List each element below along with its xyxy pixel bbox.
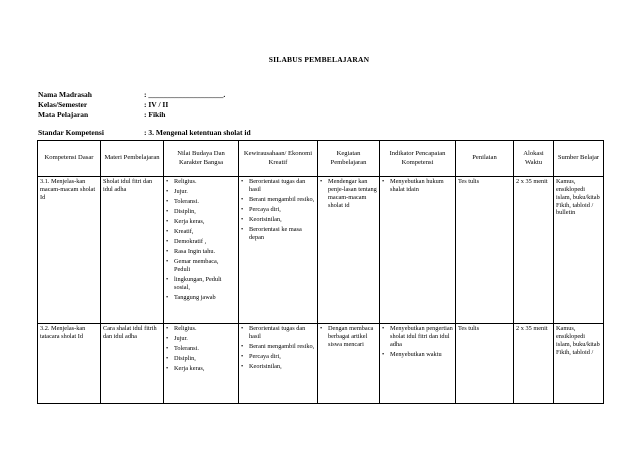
list-item: • Kerja keras, bbox=[166, 218, 236, 226]
list-item: • Kerja keras, bbox=[166, 365, 236, 373]
cell-alokasi: 2 x 35 menit bbox=[514, 177, 554, 324]
list-item: • Toleransi. bbox=[166, 345, 236, 353]
header-nilai-budaya: Nilai Budaya Dan Karakter Bangsa bbox=[164, 141, 239, 177]
list-item: • Religius. bbox=[166, 325, 236, 333]
header-materi: Materi Pembelajaran bbox=[101, 141, 164, 177]
info-value: : IV / II bbox=[144, 100, 169, 109]
list-item: • Keorisinilan, bbox=[241, 216, 315, 224]
info-label: Nama Madrasah bbox=[38, 90, 92, 99]
list-item: • Jujur. bbox=[166, 188, 236, 196]
cell-alokasi: 2 x 35 menit bbox=[514, 324, 554, 404]
cell-nilai bbox=[164, 324, 239, 404]
list-item: • Rasa Ingin tahu. bbox=[166, 248, 236, 256]
header-row bbox=[38, 141, 604, 177]
list-item: • Berorientasi ke masa depan bbox=[241, 226, 315, 242]
list-item: • Berorientasi tugas dan hasil bbox=[241, 178, 315, 194]
cell-materi: Sholat idul fitri dan idul adha bbox=[101, 177, 164, 324]
header-kewirausahaan: Kewirausahaan/ Ekonomi Kreatif bbox=[239, 141, 318, 177]
list-item: • Berani mengambil resiko, bbox=[241, 196, 315, 204]
list-item: • Demokratif , bbox=[166, 238, 236, 246]
cell-kegiatan bbox=[318, 324, 380, 404]
list-item: • Percaya diri, bbox=[241, 353, 315, 361]
cell-materi: Cara shalat idul fitrih dan idul adha bbox=[101, 324, 164, 404]
list-item: • Religius. bbox=[166, 178, 236, 186]
list-item: • lingkungan, Peduli sosial, bbox=[166, 276, 236, 292]
list-item: • Dengan membaca berbagai artikel siswa mencari bbox=[320, 325, 377, 349]
info-label: Kelas/Semester bbox=[38, 100, 88, 109]
table-row bbox=[38, 177, 604, 324]
header-kompetensi-dasar: Kompetensi Dasar bbox=[38, 141, 101, 177]
cell-sumber: Kamus, ensiklopedi islam, buku/kitab Fikih, tabloid / bulletin bbox=[554, 177, 604, 324]
table-row bbox=[38, 324, 604, 404]
cell-kompetensi-dasar: 3.1. Menjelas-kan macam-macam sholat Id bbox=[38, 177, 101, 324]
info-value: : ____________________. bbox=[144, 90, 226, 99]
list-item: • Toleransi. bbox=[166, 198, 236, 206]
header-sumber: Sumber Belajar bbox=[554, 141, 604, 177]
list-item: • Tanggung jawab bbox=[166, 294, 236, 302]
info-value: : Fikih bbox=[144, 110, 166, 119]
info-label: Standar Kompetensi bbox=[38, 128, 104, 137]
list-item: • Menyebutkan pengertian sholat idul fitri dan idul adha bbox=[382, 325, 453, 349]
list-item: • Berorientasi tugas dan hasil bbox=[241, 325, 315, 341]
header-indikator: Indikator Pencapaian Kompetensi bbox=[380, 141, 456, 177]
cell-kompetensi-dasar: 3.2. Menjelas-kan tatacara sholat Id bbox=[38, 324, 101, 404]
cell-penilaian: Tes tulis bbox=[456, 324, 514, 404]
cell-indikator bbox=[380, 177, 456, 324]
header-penilaian: Penilaian bbox=[456, 141, 514, 177]
list-item: • Gemar membaca, Peduli bbox=[166, 258, 236, 274]
cell-ekonomi-kreatif bbox=[239, 324, 318, 404]
cell-indikator bbox=[380, 324, 456, 404]
list-item: • Disiplin, bbox=[166, 355, 236, 363]
header-alokasi: Alokasi Waktu bbox=[514, 141, 554, 177]
list-item: • Menyebutkan hukum shalat idain bbox=[382, 178, 453, 194]
list-item: • Jujur. bbox=[166, 335, 236, 343]
list-item: • Mendengar kan penje-lasan tentang macam-macam sholat id bbox=[320, 178, 377, 209]
list-item: • Kreatif, bbox=[166, 228, 236, 236]
header-kegiatan: Kegiatan Pembelajaran bbox=[318, 141, 380, 177]
list-item: • Percaya diri, bbox=[241, 206, 315, 214]
cell-sumber: Kamus, ensiklopedi islam, buku/kitab Fikih, tabloid / bbox=[554, 324, 604, 404]
cell-kegiatan bbox=[318, 177, 380, 324]
list-item: • Keorisinilan, bbox=[241, 363, 315, 371]
document-title: SILABUS PEMBELAJARAN bbox=[268, 55, 370, 64]
info-label: Mata Pelajaran bbox=[38, 110, 89, 119]
list-item: • Disiplin, bbox=[166, 208, 236, 216]
cell-nilai bbox=[164, 177, 239, 324]
list-item: • Menyebutkan waktu bbox=[382, 351, 453, 359]
syllabus-table bbox=[37, 140, 604, 404]
info-value: : 3. Mengenal ketentuan sholat id bbox=[144, 128, 251, 137]
cell-penilaian: Tes tulis bbox=[456, 177, 514, 324]
list-item: • Berani mengambil resiko, bbox=[241, 343, 315, 351]
cell-ekonomi-kreatif bbox=[239, 177, 318, 324]
